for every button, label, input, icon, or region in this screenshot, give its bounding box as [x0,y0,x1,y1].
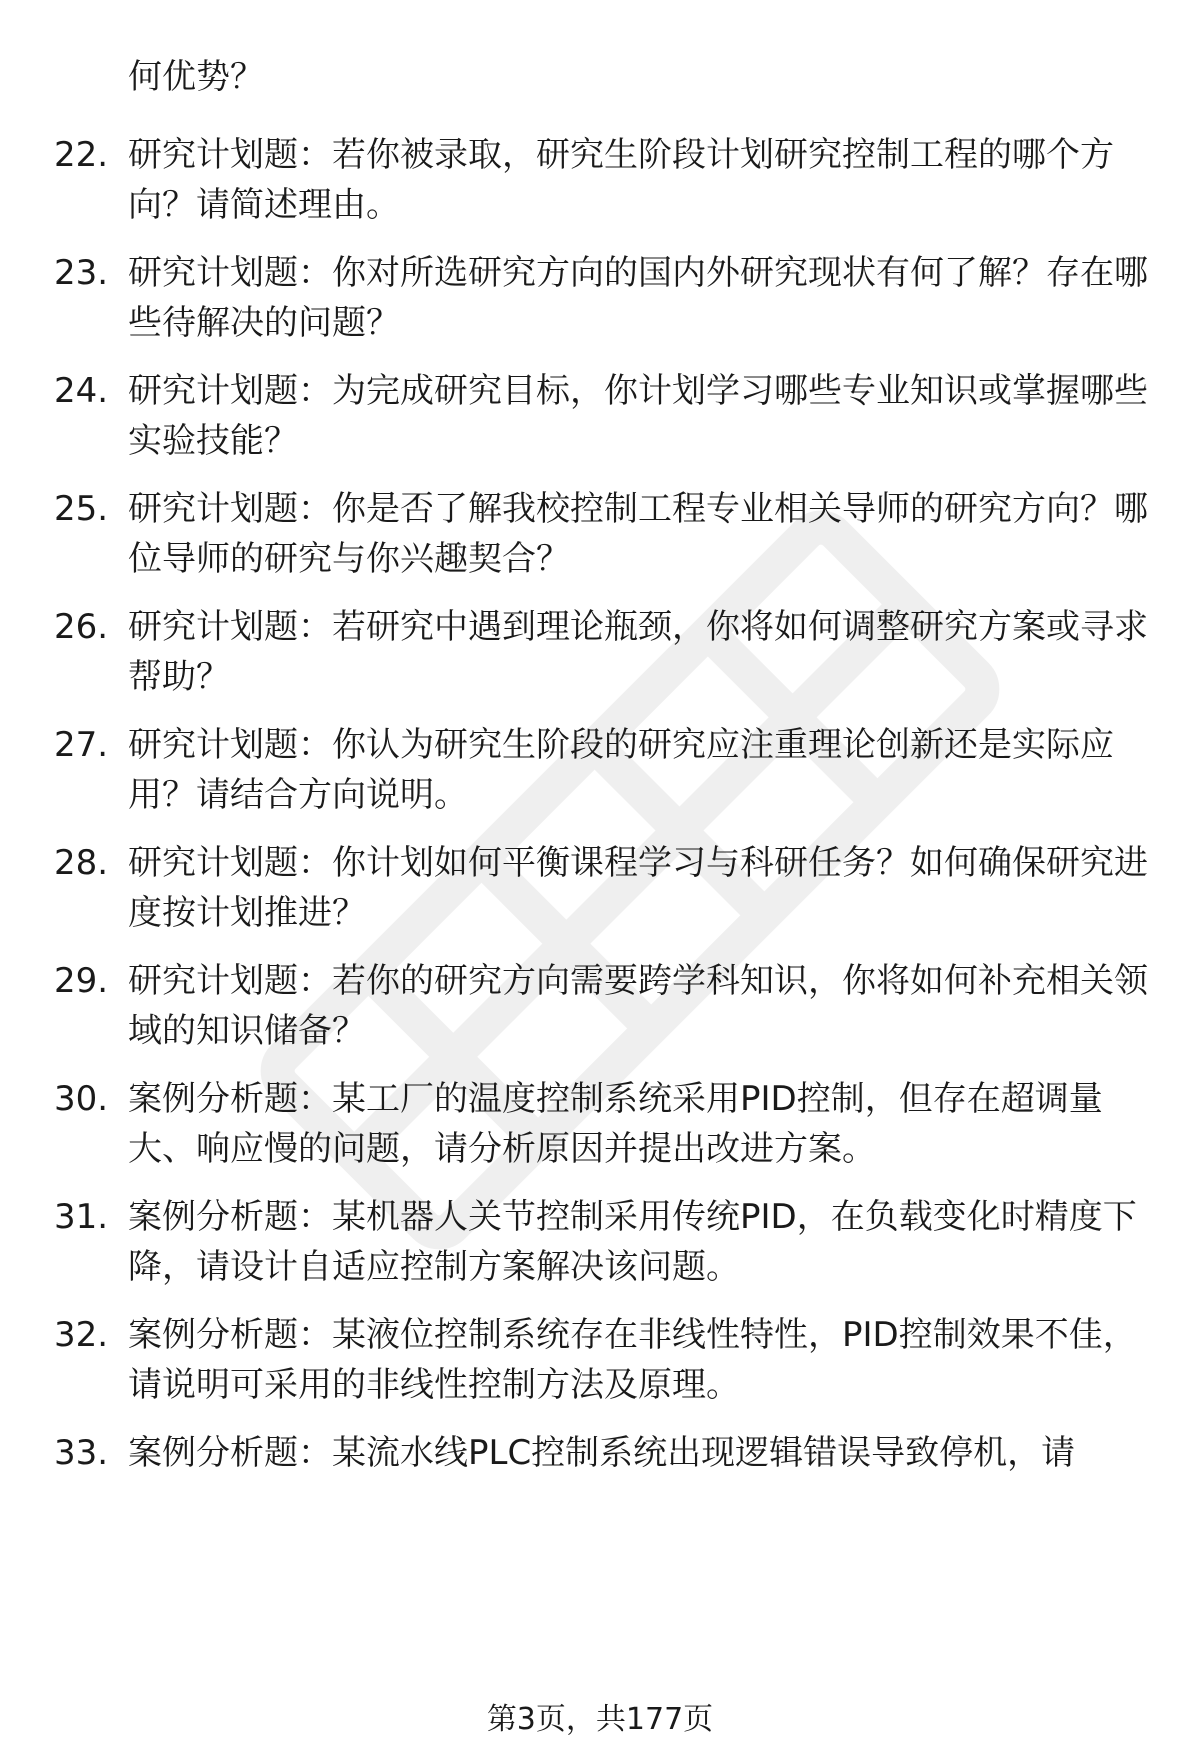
question-text: 研究计划题：若你的研究方向需要跨学科知识，你将如何补充相关领域的知识储备？ [128,961,1148,1051]
question-number: 33. [54,1433,109,1473]
question-text: 研究计划题：你是否了解我校控制工程专业相关导师的研究方向？哪位导师的研究与你兴趣契合？ [128,489,1148,579]
question-number: 31. [54,1197,109,1237]
question-number: 23. [54,253,109,293]
question-text: 案例分析题：某液位控制系统存在非线性特性，PID控制效果不佳，请说明可采用的非线性控制方法及原理。 [128,1315,1137,1405]
question-text: 研究计划题：你对所选研究方向的国内外研究现状有何了解？存在哪些待解决的问题？ [128,253,1148,343]
page-footer: 第3页，共177页 [486,1702,714,1737]
question-number: 29. [54,961,109,1001]
question-number: 25. [54,489,109,529]
question-text: 研究计划题：你计划如何平衡课程学习与科研任务？如何确保研究进度按计划推进？ [128,843,1148,933]
question-text: 研究计划题：为完成研究目标，你计划学习哪些专业知识或掌握哪些实验技能？ [128,371,1148,461]
question-text: 研究计划题：你认为研究生阶段的研究应注重理论创新还是实际应用？请结合方向说明。 [128,725,1114,815]
question-text: 研究计划题：若你被录取，研究生阶段计划研究控制工程的哪个方向？请简述理由。 [128,135,1114,225]
question-number: 24. [54,371,109,411]
question-number: 26. [54,607,109,647]
continuation-text: 何优势？ [128,57,264,97]
question-number: 27. [54,725,109,765]
question-text: 案例分析题：某机器人关节控制采用传统PID，在负载变化时精度下降，请设计自适应控制方案解决该问题。 [128,1197,1137,1287]
question-text: 案例分析题：某流水线PLC控制系统出现逻辑错误导致停机，请 [128,1433,1076,1473]
question-text: 研究计划题：若研究中遇到理论瓶颈，你将如何调整研究方案或寻求帮助？ [128,607,1148,697]
question-number: 22. [54,135,109,175]
question-number: 28. [54,843,109,883]
question-number: 30. [54,1079,109,1119]
question-number: 32. [54,1315,109,1355]
question-text: 案例分析题：某工厂的温度控制系统采用PID控制，但存在超调量大、响应慢的问题，请分析原因并提出改进方案。 [128,1079,1103,1169]
